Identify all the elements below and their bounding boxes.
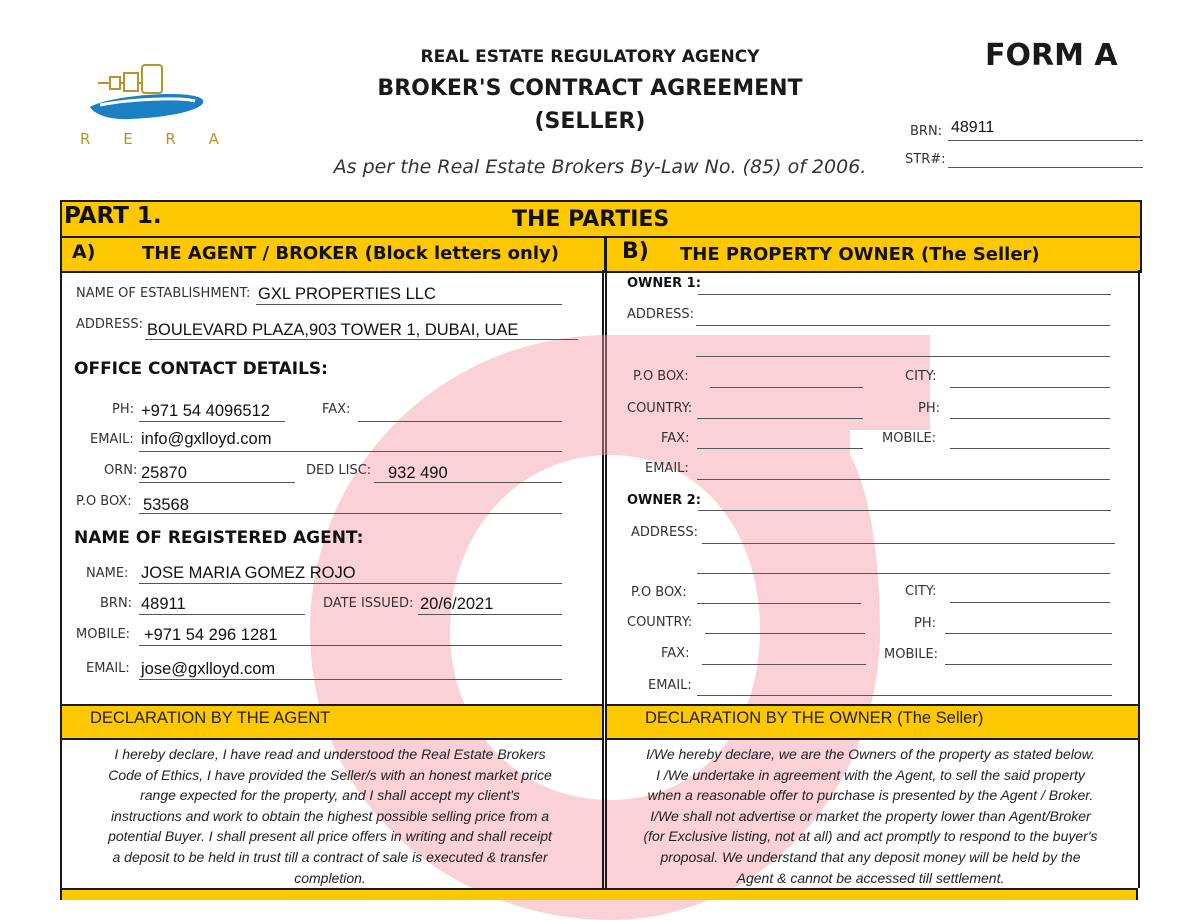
str-label: STR#: [905,152,946,167]
owner1-email-label: EMAIL: [645,461,689,476]
owner1-mobile-field[interactable] [950,448,1110,449]
bylaw-reference: As per the Real Estate Brokers By-Law No. (85) of 2006. [333,156,867,178]
agent-declaration-line: potential Buyer. I shall present all price offers in writing and shall receipt [108,828,552,845]
document-title: BROKER'S CONTRACT AGREEMENT [377,76,803,101]
owner2-fax-field[interactable] [702,664,866,665]
owner1-ph-field[interactable] [950,418,1110,419]
owner-section-title: THE PROPERTY OWNER (The Seller) [680,244,1040,265]
owner1-field[interactable] [698,294,1111,295]
owner1-email-field[interactable] [697,479,1110,480]
owner2-mobile-label: MOBILE: [884,647,939,662]
owner2-country-label: COUNTRY: [627,615,693,630]
owner-declaration-line: when a reasonable offer to purchase is presented by the Agent / Broker. [647,787,1094,804]
owner2-ph-label: PH: [914,616,936,631]
orn-field[interactable]: 25870 [141,464,187,482]
part-label: PART 1. [64,203,162,229]
owner1-address-line2[interactable] [696,356,1110,357]
owner2-email-label: EMAIL: [648,678,692,693]
owner-declaration-line: Agent & cannot be accessed till settlement. [736,869,1005,886]
owner1-country-label: COUNTRY: [627,401,693,416]
agent-ph-label: PH: [112,402,134,417]
next-section-band [60,888,1138,900]
owner-declaration-line: I /We undertake in agreement with the Agent, to sell the said property [656,766,1085,783]
owner1-city-field[interactable] [950,387,1110,388]
owner2-city-label: CITY: [905,584,937,599]
orn-label: ORN: [104,463,138,478]
owner1-ph-label: PH: [918,401,940,416]
owner-declaration-line: proposal. We understand that any deposit money will be held by the [660,848,1081,865]
owner2-ph-field[interactable] [945,633,1112,634]
address-label: ADDRESS: [76,317,144,332]
agency-name: REAL ESTATE REGULATORY AGENCY [420,47,760,67]
owner1-city-label: CITY: [905,369,937,384]
agent-fax-label: FAX: [322,402,351,417]
agent-declaration-text [64,744,596,888]
agent-email-label: EMAIL: [90,432,134,447]
brn-label: BRN: [910,124,943,139]
agent-declaration-title: DECLARATION BY THE AGENT [90,709,331,727]
owner1-pobox-label: P.O BOX: [633,369,689,384]
owner2-pobox-label: P.O BOX: [631,585,687,600]
agent-declaration-line: a deposit to be held in trust till a contract of sale is executed & transfer [112,848,548,865]
agent-declaration-line: I hereby declare, I have read and understood the Real Estate Brokers [114,746,546,762]
owner2-field[interactable] [698,510,1111,511]
owner2-label: OWNER 2: [627,493,701,508]
agent-pobox-field[interactable]: 53568 [143,496,189,514]
owner2-address-label: ADDRESS: [631,525,699,540]
owner2-pobox-field[interactable] [697,603,861,604]
agent-declaration-line: Code of Ethics, I have provided the Seller/s with an honest market price [108,766,552,783]
document-subtitle: (SELLER) [534,109,646,134]
owner1-pobox-field[interactable] [710,387,863,388]
owner-letter: B) [622,239,649,264]
agent-name-field[interactable]: JOSE MARIA GOMEZ ROJO [141,564,356,582]
owner-declaration-text [609,744,1132,888]
owner2-fax-label: FAX: [661,646,690,661]
owner-declaration-line: I/We hereby declare, we are the Owners of the property as stated below. [646,746,1095,762]
agent-declaration-line: range expected for the property, and I shall accept my client's [140,787,520,804]
owner-declaration-line: I/We shall not advertise or market the property lower than Agent/Broker [650,807,1091,824]
establishment-label: NAME OF ESTABLISHMENT: [76,286,251,301]
owner1-label: OWNER 1: [627,276,701,291]
date-issued-field[interactable]: 20/6/2021 [420,595,494,613]
logo-text: R E R A [80,130,233,148]
agent-declaration-line: completion. [294,869,366,886]
owner1-mobile-label: MOBILE: [882,431,937,446]
agent-name-label: NAME: [86,566,129,581]
owner2-address-field[interactable] [702,543,1115,544]
brn-field[interactable]: 48911 [951,119,995,136]
owner1-fax-label: FAX: [661,431,690,446]
registered-agent-heading: NAME OF REGISTERED AGENT: [74,528,364,548]
office-contact-heading: OFFICE CONTACT DETAILS: [74,359,328,379]
owner1-country-field[interactable] [697,418,863,419]
owner1-address-field[interactable] [696,325,1110,326]
agent-brn-label: BRN: [100,596,133,611]
agent-declaration-line: instructions and work to obtain the highest possible selling price from a [110,807,550,824]
agent-email2-label: EMAIL: [86,661,130,676]
owner2-email-field[interactable] [697,695,1112,696]
ded-field[interactable]: 932 490 [388,464,448,482]
agent-email2-field[interactable]: jose@gxlloyd.com [141,660,276,678]
agent-pobox-label: P.O BOX: [76,494,132,509]
agent-email-field[interactable]: info@gxlloyd.com [141,430,272,448]
owner-declaration-title: DECLARATION BY THE OWNER (The Seller) [645,709,984,727]
owner2-country-field[interactable] [705,633,865,634]
owner1-address-label: ADDRESS: [627,307,695,322]
agent-letter: A) [72,241,96,263]
agent-mobile-label: MOBILE: [76,627,131,642]
str-field[interactable] [948,167,1143,168]
owner2-mobile-field[interactable] [945,664,1112,665]
owner2-city-field[interactable] [950,602,1110,603]
agent-fax-field[interactable] [358,421,562,422]
agent-ph-field[interactable]: +971 54 4096512 [141,402,270,420]
form-label: FORM A [985,38,1118,73]
address-field[interactable]: BOULEVARD PLAZA,903 TOWER 1, DUBAI, UAE [147,321,519,339]
ded-label: DED LISC: [306,463,372,478]
owner2-address-line2[interactable] [697,573,1110,574]
establishment-field[interactable]: GXL PROPERTIES LLC [258,285,436,303]
agent-brn-field[interactable]: 48911 [141,595,186,613]
owner-declaration-line: (for Exclusive listing, not at all) and act promptly to respond to the buyer's [643,828,1098,845]
owner1-fax-field[interactable] [697,448,863,449]
agent-section-title: THE AGENT / BROKER (Block letters only) [142,243,559,264]
part-title: THE PARTIES [512,207,670,232]
date-issued-label: DATE ISSUED: [323,596,414,611]
agent-mobile-field[interactable]: +971 54 296 1281 [144,626,278,644]
